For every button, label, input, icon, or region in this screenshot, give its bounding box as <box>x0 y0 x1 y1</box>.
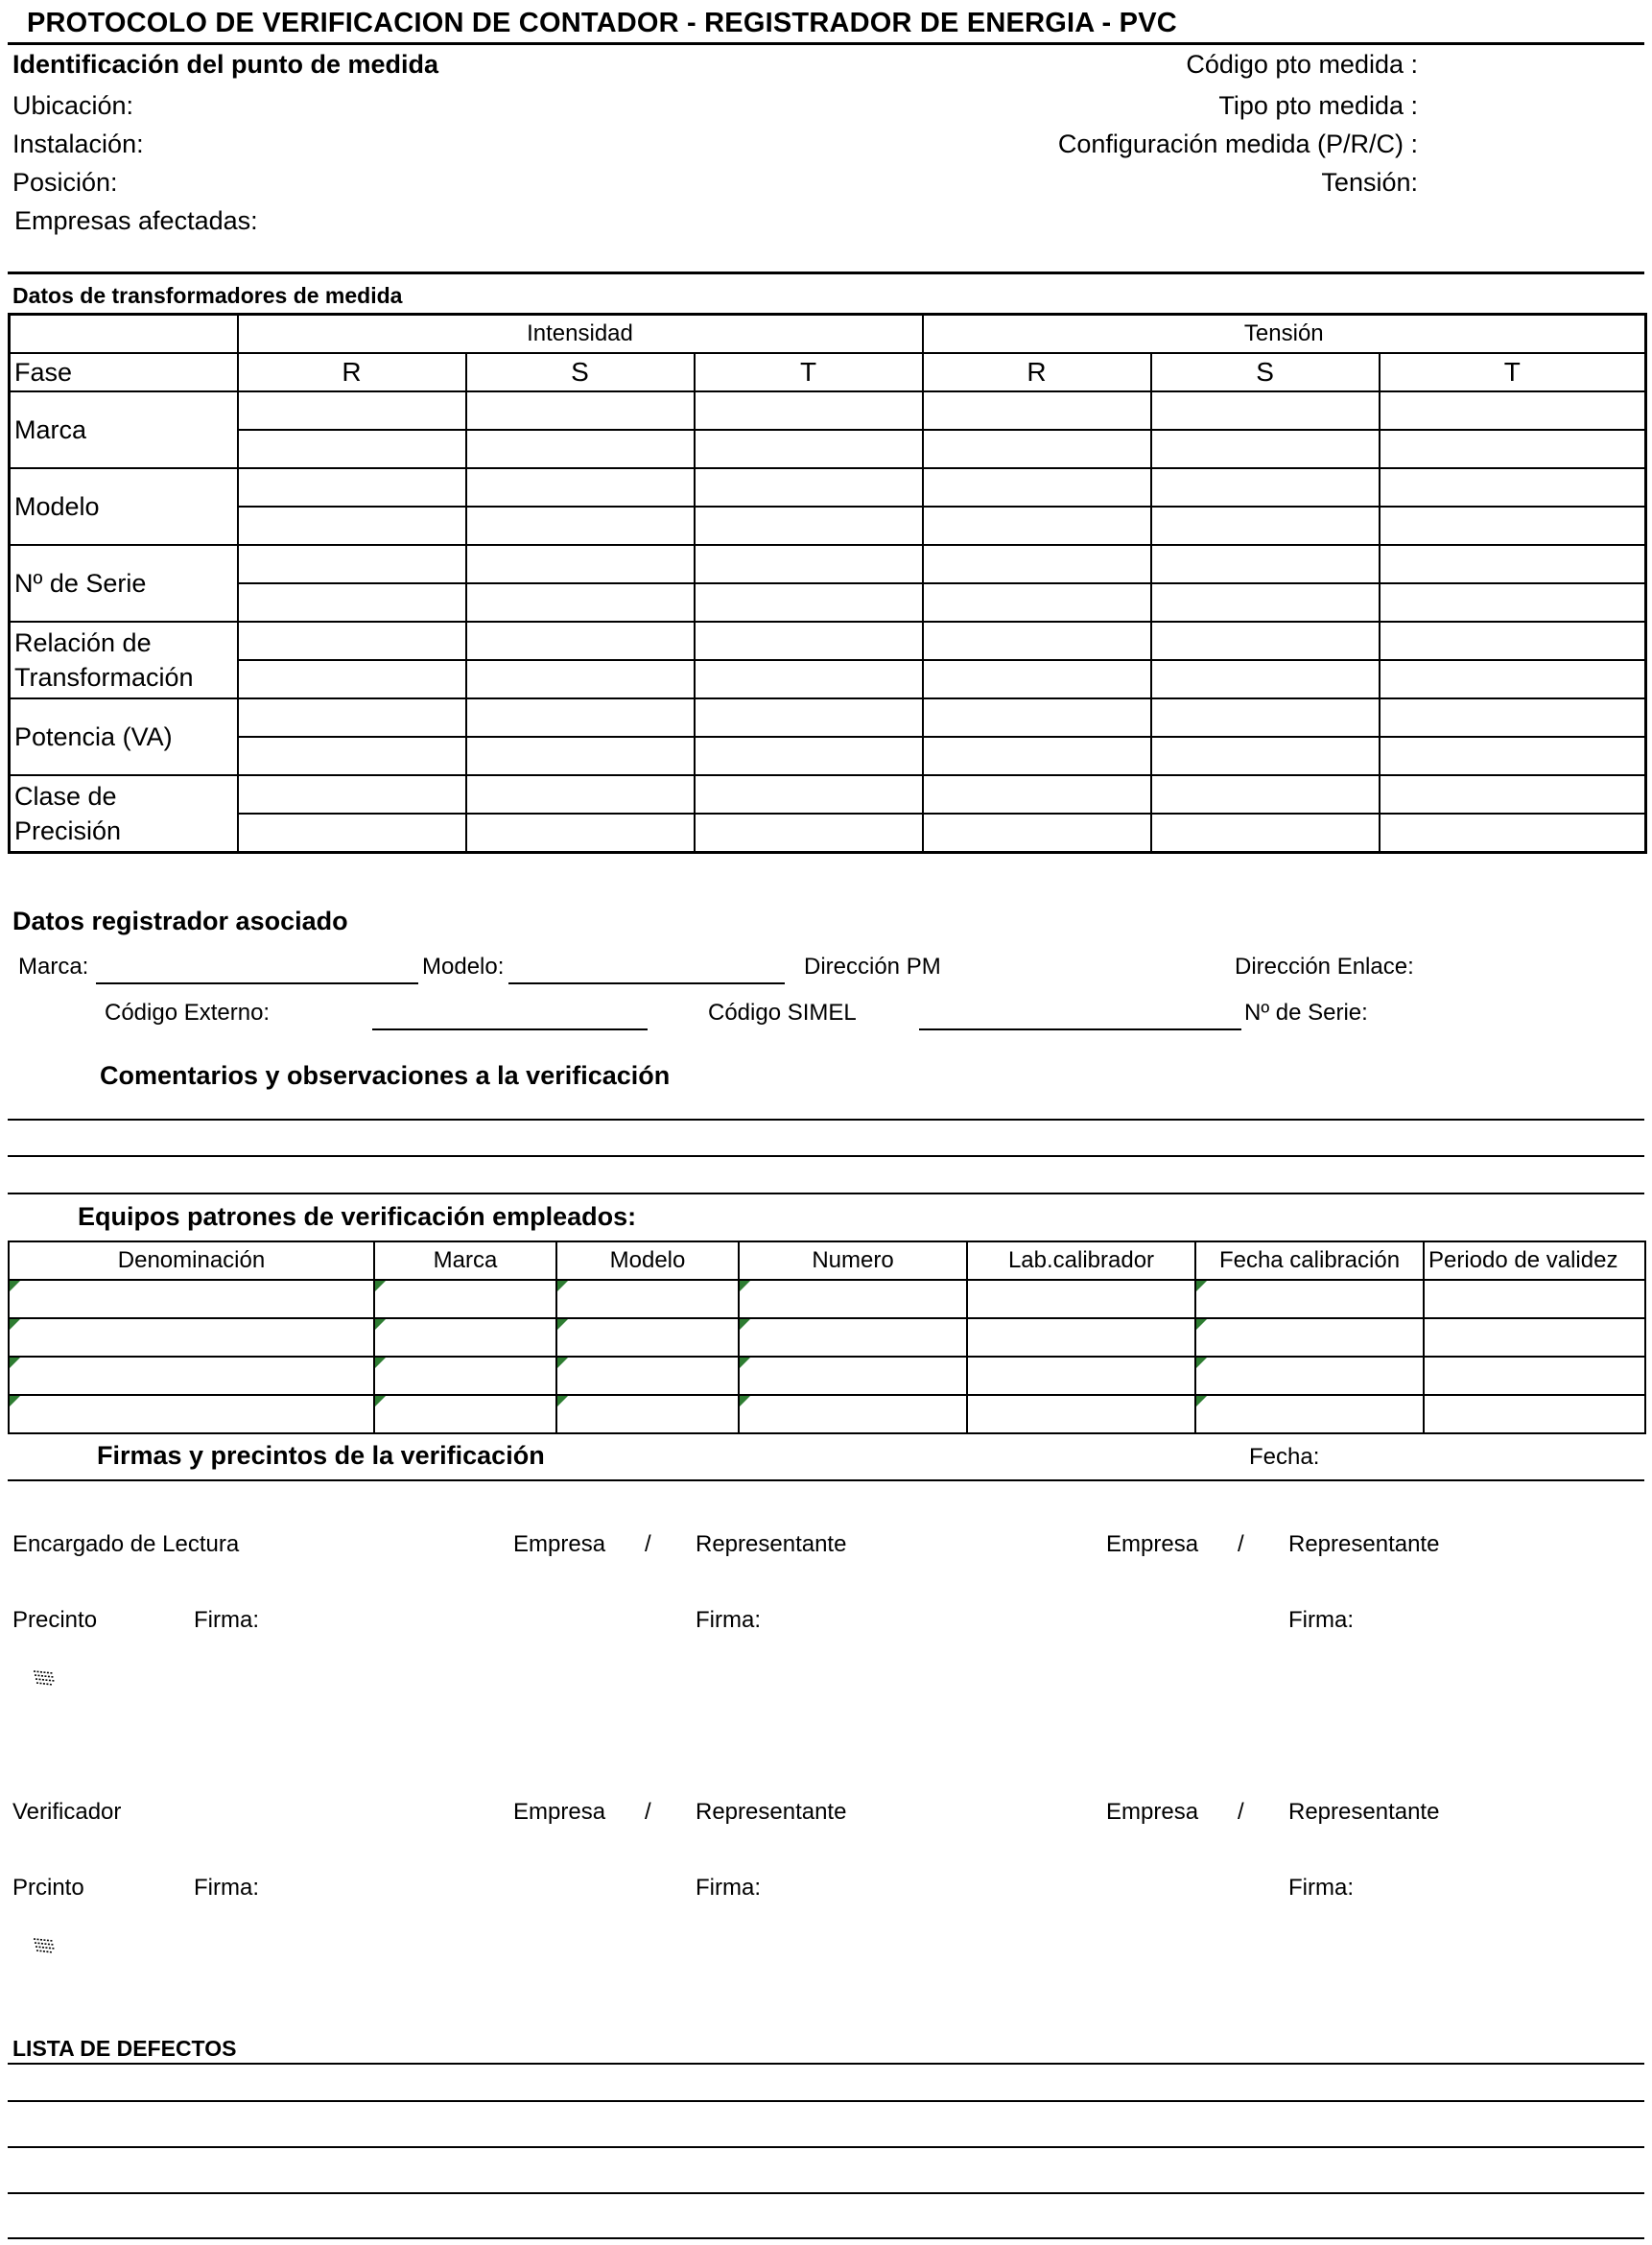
equipos-cell[interactable] <box>556 1357 739 1395</box>
equipos-cell[interactable] <box>1424 1395 1645 1433</box>
tension-label: Tensión: <box>1321 168 1418 197</box>
transformador-cell[interactable] <box>466 622 695 660</box>
transformador-cell[interactable] <box>1380 775 1646 814</box>
prcinto-label: Prcinto <box>12 1875 84 1901</box>
phase-header: R <box>238 353 466 391</box>
transformador-cell[interactable] <box>923 698 1151 737</box>
defectos-heading: LISTA DE DEFECTOS <box>12 2036 237 2061</box>
equipos-cell[interactable] <box>967 1280 1195 1318</box>
intensidad-group-header: Intensidad <box>238 315 923 354</box>
slash-separator: / <box>1238 1531 1244 1557</box>
codigo-externo-field[interactable] <box>372 1028 648 1030</box>
transformador-cell[interactable] <box>923 737 1151 775</box>
transformador-cell[interactable] <box>1380 737 1646 775</box>
equipos-cell[interactable] <box>1424 1280 1645 1318</box>
transformador-row-label: Modelo <box>10 468 238 545</box>
equipos-cell[interactable] <box>1195 1395 1424 1433</box>
phase-header: S <box>466 353 695 391</box>
transformador-cell[interactable] <box>238 468 466 507</box>
equipos-column-header: Lab.calibrador <box>967 1241 1195 1280</box>
transformador-cell[interactable] <box>238 660 466 698</box>
comment-marker-icon <box>1196 1358 1207 1368</box>
equipos-column-header: Denominación <box>9 1241 374 1280</box>
transformador-cell[interactable] <box>695 660 923 698</box>
slash-separator: / <box>645 1799 651 1825</box>
transformador-cell[interactable] <box>1151 698 1380 737</box>
slash-separator: / <box>1238 1799 1244 1825</box>
empresa-label: Empresa <box>513 1799 606 1825</box>
comment-marker-icon <box>1196 1319 1207 1330</box>
n-serie-label: Nº de Serie: <box>1244 1000 1368 1026</box>
representante-label: Representante <box>1288 1531 1440 1557</box>
comment-marker-icon <box>375 1358 386 1368</box>
transformador-cell[interactable] <box>1380 814 1646 853</box>
comment-marker-icon <box>740 1358 750 1368</box>
comment-marker-icon <box>1196 1396 1207 1406</box>
equipos-cell[interactable] <box>1195 1318 1424 1357</box>
defectos-line[interactable] <box>8 2192 1644 2194</box>
corner-cell <box>10 315 238 354</box>
transformador-cell[interactable] <box>923 545 1151 583</box>
identificacion-rule <box>8 272 1644 274</box>
equipos-column-header: Fecha calibración <box>1195 1241 1424 1280</box>
page-title: PROTOCOLO DE VERIFICACION DE CONTADOR - REGISTRADOR DE ENERGIA - PVC <box>27 8 1177 38</box>
firmas-heading: Firmas y precintos de la verificación <box>97 1441 545 1470</box>
transformador-cell[interactable] <box>466 698 695 737</box>
transformador-cell[interactable] <box>695 814 923 853</box>
transformador-row <box>10 775 1646 814</box>
fecha-label: Fecha: <box>1249 1444 1320 1470</box>
equipos-cell[interactable] <box>739 1357 967 1395</box>
transformador-row <box>10 545 1646 583</box>
equipos-row <box>9 1357 1645 1395</box>
transformador-cell[interactable] <box>1380 698 1646 737</box>
transformador-cell[interactable] <box>1380 507 1646 545</box>
transformador-cell[interactable] <box>695 583 923 622</box>
transformador-cell[interactable] <box>695 737 923 775</box>
transformador-cell[interactable] <box>1151 622 1380 660</box>
transformador-cell[interactable] <box>238 775 466 814</box>
registrador-heading: Datos registrador asociado <box>12 907 348 935</box>
comentarios-line[interactable] <box>8 1119 1644 1121</box>
equipos-cell[interactable] <box>9 1318 374 1357</box>
transformador-row <box>10 660 1646 698</box>
equipos-cell[interactable] <box>1195 1357 1424 1395</box>
equipos-cell[interactable] <box>556 1318 739 1357</box>
registrador-modelo-field[interactable] <box>508 982 785 984</box>
equipos-row <box>9 1280 1645 1318</box>
transformador-cell[interactable] <box>466 814 695 853</box>
equipos-cell[interactable] <box>9 1395 374 1433</box>
registrador-modelo-label: Modelo: <box>422 954 505 980</box>
comment-marker-icon <box>557 1319 568 1330</box>
transformador-row <box>10 737 1646 775</box>
transformador-cell[interactable] <box>695 622 923 660</box>
comentarios-line[interactable] <box>8 1193 1644 1194</box>
transformador-cell[interactable] <box>466 507 695 545</box>
codigo-simel-label: Código SIMEL <box>708 1000 857 1026</box>
ubicacion-label: Ubicación: <box>12 91 134 120</box>
firma-label: Firma: <box>1288 1875 1354 1901</box>
transformador-cell[interactable] <box>923 775 1151 814</box>
transformadores-heading: Datos de transformadores de medida <box>12 283 403 308</box>
transformador-cell[interactable] <box>1380 468 1646 507</box>
defectos-line[interactable] <box>8 2100 1644 2102</box>
equipos-heading: Equipos patrones de verificación empleados: <box>78 1202 637 1231</box>
equipos-cell[interactable] <box>374 1357 556 1395</box>
firmas-rule <box>8 1479 1644 1481</box>
comment-marker-icon <box>10 1358 20 1368</box>
transformador-cell[interactable] <box>695 545 923 583</box>
transformador-row-label: Potencia (VA) <box>10 698 238 775</box>
transformador-cell[interactable] <box>238 737 466 775</box>
comment-marker-icon <box>557 1358 568 1368</box>
transformador-cell[interactable] <box>466 391 695 430</box>
phase-header: R <box>923 353 1151 391</box>
transformador-cell[interactable] <box>695 430 923 468</box>
transformador-cell[interactable] <box>466 430 695 468</box>
slash-separator: / <box>645 1531 651 1557</box>
transformador-cell[interactable] <box>1380 583 1646 622</box>
equipos-cell[interactable] <box>739 1395 967 1433</box>
transformador-cell[interactable] <box>1380 622 1646 660</box>
transformador-row-label: Clase de Precisión <box>10 775 238 853</box>
firma-label: Firma: <box>194 1875 259 1901</box>
transformador-cell[interactable] <box>238 545 466 583</box>
equipos-cell[interactable] <box>374 1395 556 1433</box>
transformador-cell[interactable] <box>1380 430 1646 468</box>
transformador-row <box>10 698 1646 737</box>
identificacion-heading: Identificación del punto de medida <box>12 50 439 79</box>
posicion-label: Posición: <box>12 168 118 197</box>
comment-marker-icon <box>375 1281 386 1291</box>
transformador-cell[interactable] <box>695 698 923 737</box>
codigo-externo-label: Código Externo: <box>105 1000 271 1026</box>
equipos-cell[interactable] <box>1195 1280 1424 1318</box>
comment-marker-icon <box>1196 1281 1207 1291</box>
transformador-cell[interactable] <box>923 507 1151 545</box>
transformador-cell[interactable] <box>238 507 466 545</box>
equipos-cell[interactable] <box>1424 1318 1645 1357</box>
transformador-cell[interactable] <box>1151 660 1380 698</box>
comment-marker-icon <box>10 1396 20 1406</box>
registrador-marca-field[interactable] <box>96 982 418 984</box>
transformador-cell[interactable] <box>923 468 1151 507</box>
transformador-cell[interactable] <box>695 468 923 507</box>
firma-label: Firma: <box>1288 1607 1354 1633</box>
phase-header: T <box>1380 353 1646 391</box>
comment-marker-icon <box>10 1281 20 1291</box>
empresas-afectadas-label: Empresas afectadas: <box>14 206 258 235</box>
verificador-label: Verificador <box>12 1799 122 1825</box>
defectos-line[interactable] <box>8 2063 1644 2065</box>
representante-label: Representante <box>1288 1799 1440 1825</box>
fase-label: Fase <box>10 353 238 391</box>
tipo-pto-medida-label: Tipo pto medida : <box>1218 91 1418 120</box>
transformadores-table <box>8 313 1647 854</box>
transformador-cell[interactable] <box>238 698 466 737</box>
tension-group-header: Tensión <box>923 315 1646 354</box>
equipos-cell[interactable] <box>556 1280 739 1318</box>
transformador-row <box>10 430 1646 468</box>
title-rule <box>8 42 1644 45</box>
direccion-pm-label: Dirección PM <box>804 954 941 980</box>
transformador-cell[interactable] <box>1151 545 1380 583</box>
comment-marker-icon <box>375 1319 386 1330</box>
equipos-cell[interactable] <box>967 1318 1195 1357</box>
transformador-cell[interactable] <box>238 391 466 430</box>
transformador-cell[interactable] <box>1151 468 1380 507</box>
comentarios-heading: Comentarios y observaciones a la verificación <box>100 1061 671 1090</box>
empresa-label: Empresa <box>1106 1531 1199 1557</box>
transformador-cell[interactable] <box>923 622 1151 660</box>
codigo-pto-medida-label: Código pto medida : <box>1186 50 1418 79</box>
transformador-row <box>10 391 1646 430</box>
equipos-cell[interactable] <box>967 1357 1195 1395</box>
transformador-cell[interactable] <box>1151 737 1380 775</box>
comment-marker-icon <box>557 1281 568 1291</box>
transformador-cell[interactable] <box>1151 583 1380 622</box>
transformador-row <box>10 622 1646 660</box>
seal-icon <box>32 1667 57 1689</box>
transformador-cell[interactable] <box>1380 545 1646 583</box>
comment-marker-icon <box>375 1396 386 1406</box>
codigo-simel-field[interactable] <box>919 1028 1241 1030</box>
equipos-cell[interactable] <box>739 1318 967 1357</box>
phase-header: S <box>1151 353 1380 391</box>
transformador-row <box>10 814 1646 853</box>
direccion-enlace-label: Dirección Enlace: <box>1235 954 1414 980</box>
empresa-label: Empresa <box>513 1531 606 1557</box>
transformador-cell[interactable] <box>1380 391 1646 430</box>
transformador-cell[interactable] <box>466 737 695 775</box>
configuracion-medida-label: Configuración medida (P/R/C) : <box>1057 130 1418 158</box>
transformador-cell[interactable] <box>466 775 695 814</box>
transformador-cell[interactable] <box>238 622 466 660</box>
equipos-column-header: Numero <box>739 1241 967 1280</box>
defectos-line[interactable] <box>8 2146 1644 2148</box>
transformador-cell[interactable] <box>923 583 1151 622</box>
comentarios-line[interactable] <box>8 1155 1644 1157</box>
phase-header: T <box>695 353 923 391</box>
equipos-column-header: Periodo de validez <box>1424 1241 1645 1280</box>
transformador-row-label: Nº de Serie <box>10 545 238 622</box>
equipos-cell[interactable] <box>374 1280 556 1318</box>
transformador-row <box>10 507 1646 545</box>
comment-marker-icon <box>10 1319 20 1330</box>
transformador-cell[interactable] <box>238 430 466 468</box>
transformador-cell[interactable] <box>1151 430 1380 468</box>
transformador-cell[interactable] <box>466 545 695 583</box>
equipos-cell[interactable] <box>9 1357 374 1395</box>
transformador-cell[interactable] <box>923 391 1151 430</box>
transformador-cell[interactable] <box>695 775 923 814</box>
transformador-cell[interactable] <box>238 583 466 622</box>
equipos-table <box>8 1241 1646 1434</box>
transformador-cell[interactable] <box>923 814 1151 853</box>
encargado-lectura-label: Encargado de Lectura <box>12 1531 240 1557</box>
transformador-row-label: Marca <box>10 391 238 468</box>
equipos-row <box>9 1318 1645 1357</box>
equipos-row <box>9 1395 1645 1433</box>
equipos-cell[interactable] <box>374 1318 556 1357</box>
firma-label: Firma: <box>696 1607 761 1633</box>
transformador-cell[interactable] <box>1380 660 1646 698</box>
equipos-column-header: Modelo <box>556 1241 739 1280</box>
transformador-cell[interactable] <box>466 583 695 622</box>
transformador-cell[interactable] <box>1151 507 1380 545</box>
transformador-cell[interactable] <box>695 391 923 430</box>
transformador-cell[interactable] <box>466 660 695 698</box>
transformador-row-label: Relación de Transformación <box>10 622 238 698</box>
comment-marker-icon <box>740 1281 750 1291</box>
firma-label: Firma: <box>696 1875 761 1901</box>
equipos-cell[interactable] <box>1424 1357 1645 1395</box>
seal-icon <box>32 1935 57 1956</box>
transformador-cell[interactable] <box>1151 814 1380 853</box>
empresa-label: Empresa <box>1106 1799 1199 1825</box>
comment-marker-icon <box>557 1396 568 1406</box>
transformador-cell[interactable] <box>238 814 466 853</box>
transformador-cell[interactable] <box>466 468 695 507</box>
equipos-cell[interactable] <box>9 1280 374 1318</box>
transformador-cell[interactable] <box>695 507 923 545</box>
representante-label: Representante <box>696 1531 847 1557</box>
comment-marker-icon <box>740 1319 750 1330</box>
transformador-cell[interactable] <box>923 660 1151 698</box>
instalacion-label: Instalación: <box>12 130 144 158</box>
transformador-cell[interactable] <box>923 430 1151 468</box>
representante-label: Representante <box>696 1799 847 1825</box>
equipos-cell[interactable] <box>739 1280 967 1318</box>
transformador-row <box>10 583 1646 622</box>
registrador-marca-label: Marca: <box>18 954 89 980</box>
transformador-cell[interactable] <box>1151 391 1380 430</box>
firma-label: Firma: <box>194 1607 259 1633</box>
defectos-line[interactable] <box>8 2237 1644 2239</box>
transformador-cell[interactable] <box>1151 775 1380 814</box>
equipos-cell[interactable] <box>967 1395 1195 1433</box>
comment-marker-icon <box>740 1396 750 1406</box>
equipos-cell[interactable] <box>556 1395 739 1433</box>
precinto-label: Precinto <box>12 1607 98 1633</box>
equipos-column-header: Marca <box>374 1241 556 1280</box>
transformador-row <box>10 468 1646 507</box>
